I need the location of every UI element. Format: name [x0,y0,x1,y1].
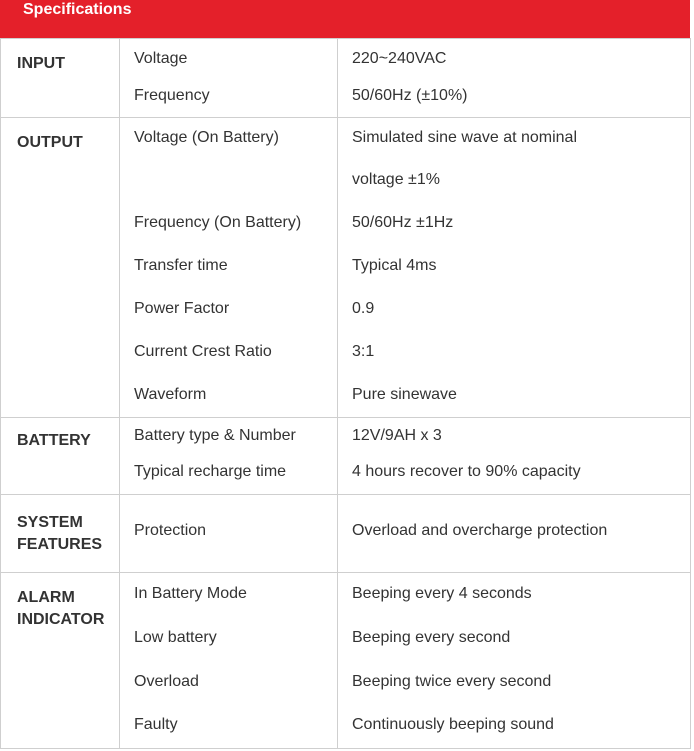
spec-label [120,376,337,417]
spec-label-text: Voltage (On Battery) [134,129,279,146]
spec-label [120,118,337,204]
value-column [338,573,691,749]
spec-value [338,661,690,705]
section-name: INPUT [17,55,65,72]
spec-value [338,118,690,161]
section-name-line: INDICATOR [17,611,105,628]
spec-value [338,161,690,204]
section-name: BATTERY [17,432,91,449]
spec-value-text: voltage ±1% [352,171,440,188]
section-alarm-indicator [1,573,691,749]
section-name-line: SYSTEM [17,514,83,531]
spec-value [338,617,690,661]
spec-value-text: 220~240VAC [352,50,447,67]
value-column [338,39,691,118]
spec-value [338,290,690,333]
spec-label-text: Voltage [134,50,188,67]
specifications-title: Specifications [23,1,132,18]
section-name: OUTPUT [17,134,83,151]
spec-label-text: Power Factor [134,300,230,317]
spec-label [120,247,337,290]
section-system-features [1,495,691,573]
spec-value [338,418,690,455]
spec-label-text: Frequency [134,87,210,104]
spec-value-text: Simulated sine wave at nominal [352,129,578,146]
section-label-system-features [1,495,120,573]
spec-value-text: 0.9 [352,300,375,317]
spec-value [338,77,690,117]
value-column [338,495,691,573]
section-battery [1,418,691,495]
spec-label-text: Transfer time [134,257,228,274]
spec-label [120,495,337,572]
section-input [1,39,691,118]
spec-label [120,455,337,494]
spec-label [120,705,337,748]
spec-label [120,204,337,247]
spec-label-text: Current Crest Ratio [134,343,272,360]
spec-label-text: Protection [134,522,207,539]
section-name-line: FEATURES [17,536,103,553]
section-name-line: ALARM [17,589,75,606]
spec-value-text: Typical 4ms [352,257,437,274]
spec-label [120,418,337,455]
spec-label [120,661,337,705]
spec-label-text: Overload [134,673,199,690]
spec-value [338,455,690,494]
label-column [120,495,338,573]
spec-label-text: Battery type & Number [134,427,296,444]
spec-value-text: 3:1 [352,343,375,360]
spec-label-text: Low battery [134,629,217,646]
spec-value-text: Beeping every second [352,629,511,646]
spec-value [338,495,690,572]
spec-value-text: Continuously beeping sound [352,716,554,733]
spec-label-text: Frequency (On Battery) [134,214,302,231]
spec-value-text: 12V/9AH x 3 [352,427,442,444]
specifications-table [0,38,691,749]
section-label-output [1,118,120,418]
label-column [120,39,338,118]
spec-label-text: Faulty [134,716,178,733]
spec-label-text: In Battery Mode [134,585,247,602]
spec-value [338,204,690,247]
spec-value-text: Beeping twice every second [352,673,552,690]
spec-label [120,290,337,333]
spec-value [338,247,690,290]
label-column [120,118,338,418]
spec-value [338,333,690,376]
section-label-input [1,39,120,118]
spec-label [120,333,337,376]
section-output [1,118,691,418]
spec-value [338,705,690,748]
label-column [120,418,338,495]
spec-value-text: Pure sinewave [352,386,457,403]
label-column [120,573,338,749]
spec-label-text: Typical recharge time [134,463,287,480]
spec-value-text: Beeping every 4 seconds [352,585,532,602]
value-column [338,118,691,418]
spec-value-text: 50/60Hz ±1Hz [352,214,454,231]
spec-label [120,77,337,117]
value-column [338,418,691,495]
spec-value-text: Overload and overcharge protection [352,522,608,539]
spec-label [120,39,337,77]
section-label-battery [1,418,120,495]
specifications-header [0,0,690,38]
spec-value [338,376,690,417]
spec-value [338,39,690,77]
spec-value-text: 50/60Hz (±10%) [352,87,468,104]
section-label-alarm-indicator [1,573,120,749]
spec-label-text: Waveform [134,386,207,403]
spec-label [120,617,337,661]
spec-value-text: 4 hours recover to 90% capacity [352,463,581,480]
spec-value [338,573,690,617]
spec-label [120,573,337,617]
